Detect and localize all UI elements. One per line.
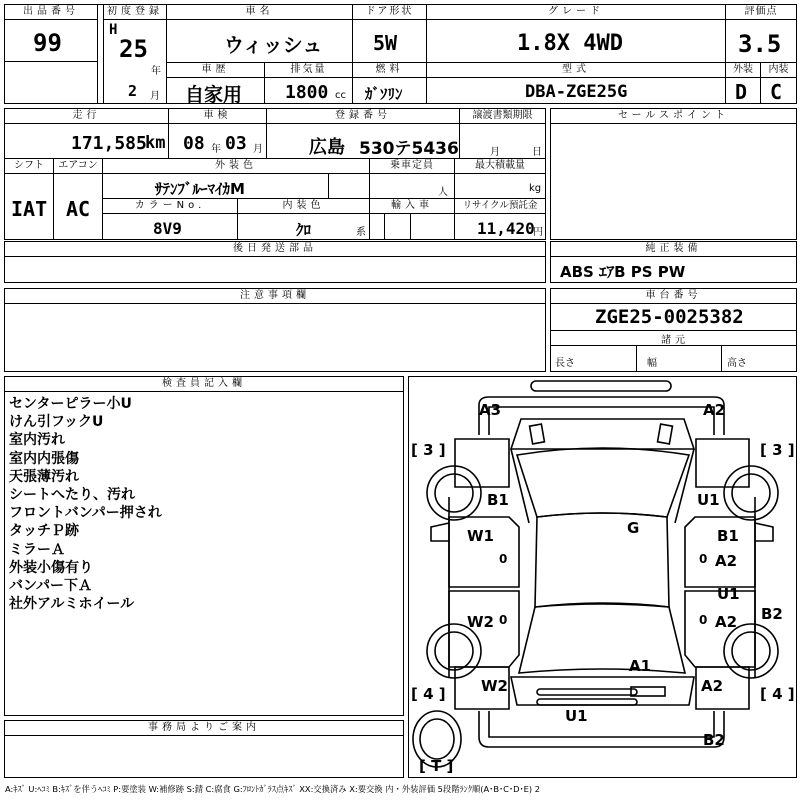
grade: 1.8X 4WD bbox=[517, 31, 623, 56]
bracket-4-right: [ 4 ] bbox=[760, 685, 795, 703]
capacity-unit: 人 bbox=[438, 187, 448, 198]
vehicle-info-block bbox=[4, 108, 546, 240]
registration-label: 登録番号 bbox=[267, 109, 459, 124]
ext-color-label: 外装色 bbox=[103, 159, 369, 174]
car-name-label: 車名 bbox=[167, 5, 352, 20]
inspection-year-unit: 年 bbox=[211, 144, 221, 155]
inspector-note: けん引フックU bbox=[9, 414, 104, 431]
inspector-note: 室内汚れ bbox=[9, 432, 65, 449]
dmg-A2-right-front-door: A2 bbox=[715, 552, 738, 570]
recycle-unit: 円 bbox=[533, 227, 543, 238]
notes-label: 注意事項欄 bbox=[5, 289, 545, 304]
transfer-label: 譲渡書類期限 bbox=[460, 109, 545, 124]
grade-label: グレード bbox=[427, 5, 725, 20]
max-load-label: 最大積載量 bbox=[455, 159, 545, 174]
inspector-note: バンパー下Ａ bbox=[9, 578, 93, 595]
fuel-cell bbox=[353, 63, 427, 103]
exterior-label: 外装 bbox=[726, 63, 760, 78]
sales-point-label: セールスポイント bbox=[551, 109, 796, 124]
transfer-cell bbox=[460, 109, 545, 159]
interior-score-cell bbox=[761, 63, 796, 103]
displacement: 1800 bbox=[285, 82, 329, 103]
dmg-W1-left-front-door: W1 bbox=[467, 527, 494, 545]
office-box bbox=[4, 720, 404, 778]
length-label: 長さ bbox=[555, 358, 575, 369]
dmg-B1-left-fender: B1 bbox=[487, 491, 509, 509]
transfer-day: 日 bbox=[532, 147, 542, 158]
reg-month: 2 bbox=[128, 82, 138, 100]
later-parts-box bbox=[4, 241, 546, 283]
height-label: 高さ bbox=[727, 358, 747, 369]
grade-cell bbox=[427, 5, 726, 63]
dmg-G-windshield: G bbox=[627, 519, 640, 537]
interior-score: C bbox=[770, 80, 783, 104]
lot-number-label: 出品番号 bbox=[5, 5, 97, 20]
recycle-cell bbox=[455, 199, 545, 239]
shift-cell bbox=[5, 159, 54, 239]
dmg-A1-rear: A1 bbox=[629, 657, 652, 675]
dmg-U1-right-rear-door: U1 bbox=[717, 585, 740, 603]
notes-box bbox=[4, 288, 546, 372]
reg-year: 25 bbox=[119, 35, 148, 63]
color-no: 8V9 bbox=[153, 219, 182, 238]
ac: AC bbox=[66, 197, 91, 221]
bracket-4-left: [ 4 ] bbox=[411, 685, 446, 703]
inspection-month-unit: 月 bbox=[253, 144, 263, 155]
exterior-score-cell bbox=[726, 63, 761, 103]
dmg-A2-front-right: A2 bbox=[703, 401, 726, 419]
equipment: ABS ｴｱB PS PW bbox=[560, 263, 686, 281]
inspector-note: 外装小傷有り bbox=[9, 559, 93, 576]
bracket-T: [ T ] bbox=[419, 757, 454, 775]
displacement-label: 排気量 bbox=[265, 63, 352, 78]
registration-number: 530テ5436 bbox=[359, 139, 459, 159]
dmg-W2-left-rear-door: W2 bbox=[467, 613, 494, 631]
spec-label: 諸元 bbox=[661, 335, 689, 346]
inspector-note: タッチＰ跡 bbox=[9, 523, 79, 540]
bracket-3-right: [ 3 ] bbox=[760, 441, 795, 459]
int-color-unit: 系 bbox=[356, 227, 366, 238]
recycle-fee: 11,420 bbox=[477, 219, 535, 238]
first-reg-label: 初度登録 bbox=[104, 5, 166, 20]
inspector-note: ミラーＡ bbox=[9, 541, 65, 558]
door-cell bbox=[353, 5, 427, 63]
color-no-cell bbox=[103, 199, 238, 239]
width-label: 幅 bbox=[647, 358, 657, 369]
color-no-label: カラーNo. bbox=[103, 199, 237, 214]
shift: IAT bbox=[11, 197, 48, 221]
dmg-W2-rear-left: W2 bbox=[481, 677, 508, 695]
int-color-cell bbox=[238, 199, 370, 239]
bracket-3-left: [ 3 ] bbox=[411, 441, 446, 459]
inspection-month: 03 bbox=[225, 133, 247, 154]
chassis-box bbox=[550, 288, 797, 372]
dmg-B2-right-rear: B2 bbox=[761, 605, 783, 623]
mileage-unit: km bbox=[145, 133, 166, 153]
score-cell bbox=[726, 5, 796, 63]
inspector-label: 検査員記入欄 bbox=[5, 377, 403, 392]
office-label: 事務局よりご案内 bbox=[5, 721, 403, 736]
inspection-label: 車検 bbox=[169, 109, 266, 124]
displacement-cell bbox=[265, 63, 353, 103]
legend-text: A:ｷｽﾞ U:ﾍｺﾐ B:ｷｽﾞを伴うﾍｺﾐ P:要塗装 W:補修跡 S:錆 C:腐食 G:ﾌﾛﾝﾄｶﾞﾗｽ点ｷｽﾞ XX:交換済み X:要交換 内・外装評価 5段階ﾗﾝｸ順(A･B･C･D･E) 2 bbox=[5, 784, 541, 794]
inspector-note: 室内内張傷 bbox=[9, 450, 79, 467]
history-label: 車歴 bbox=[167, 63, 264, 78]
dmg-A2-rear-right: A2 bbox=[701, 677, 724, 695]
sales-point-box bbox=[550, 108, 797, 240]
recycle-label: リサイクル預託金 bbox=[455, 199, 545, 214]
int-color-label: 内装色 bbox=[238, 199, 369, 214]
ac-cell bbox=[54, 159, 103, 239]
inspector-box bbox=[4, 376, 404, 716]
inspector-note: センターピラー小U bbox=[9, 396, 132, 412]
ac-label: エアコン bbox=[54, 159, 102, 174]
header-block bbox=[4, 4, 797, 104]
era: H bbox=[109, 22, 118, 38]
lot-number: 99 bbox=[33, 29, 62, 57]
registration-cell bbox=[267, 109, 460, 159]
inspector-note: 天張薄汚れ bbox=[9, 468, 79, 485]
score-label: 評価点 bbox=[726, 5, 796, 20]
year-unit: 年 bbox=[151, 66, 161, 77]
displacement-unit: cc bbox=[335, 90, 346, 101]
max-load-cell bbox=[455, 159, 545, 199]
door-label: ドア形状 bbox=[353, 5, 426, 20]
model: DBA-ZGE25G bbox=[525, 82, 628, 102]
capacity-cell bbox=[370, 159, 455, 199]
mileage: 171,585 bbox=[71, 133, 147, 154]
mileage-label: 走行 bbox=[5, 109, 168, 124]
dmg-A3-front-left: A3 bbox=[479, 401, 502, 419]
door-type: 5W bbox=[373, 31, 398, 55]
inspector-note: 社外アルミホイール bbox=[9, 596, 135, 613]
car-outline-svg bbox=[409, 377, 796, 777]
inspector-note: シートへたり、汚れ bbox=[9, 487, 135, 504]
import-label: 輸入車 bbox=[370, 199, 454, 214]
mileage-cell bbox=[5, 109, 169, 159]
dmg-B2-rear-bumper: B2 bbox=[703, 731, 725, 749]
dmg-B1-right-front-door: B1 bbox=[717, 527, 739, 545]
import-cell bbox=[370, 199, 455, 239]
handle-0-1: 0 bbox=[499, 552, 508, 566]
history: 自家用 bbox=[185, 84, 243, 106]
score: 3.5 bbox=[738, 30, 782, 58]
inspector-notes-list bbox=[9, 395, 399, 613]
int-color: ｸﾛ bbox=[296, 221, 312, 239]
dmg-U1-right-fender: U1 bbox=[697, 491, 720, 509]
history-cell bbox=[167, 63, 265, 106]
model-cell bbox=[427, 63, 726, 103]
ext-color-cell bbox=[103, 159, 370, 199]
later-parts-label: 後日発送部品 bbox=[5, 242, 545, 257]
handle-0-3: 0 bbox=[499, 613, 508, 627]
registration-area: 広島 bbox=[309, 137, 345, 158]
ext-color: ｻﾃﾝﾌﾞﾙｰﾏｲｶM bbox=[155, 180, 245, 198]
equipment-label: 純正装備 bbox=[551, 242, 796, 257]
exterior-score: D bbox=[735, 80, 748, 104]
equipment-box bbox=[550, 241, 797, 283]
inspection-year: 08 bbox=[183, 133, 205, 154]
model-label: 型式 bbox=[427, 63, 725, 78]
first-registration-cell bbox=[103, 5, 167, 103]
chassis-number: ZGE25-0025382 bbox=[595, 306, 744, 328]
transfer-month: 月 bbox=[490, 147, 500, 158]
handle-0-2: 0 bbox=[699, 552, 708, 566]
chassis-label: 車台番号 bbox=[551, 289, 796, 304]
car-name: ウィッシュ bbox=[224, 33, 323, 57]
dmg-U1-rear-bumper: U1 bbox=[565, 707, 588, 725]
inspection-cell bbox=[169, 109, 267, 159]
max-load-unit: kg bbox=[529, 183, 542, 194]
handle-0-4: 0 bbox=[699, 613, 708, 627]
dmg-A2-right-rear-door: A2 bbox=[715, 613, 738, 631]
inspector-note: フロントバンパー押され bbox=[9, 505, 162, 522]
capacity-label: 乗車定員 bbox=[370, 159, 454, 174]
lot-number-cell bbox=[5, 5, 98, 103]
fuel-label: 燃料 bbox=[353, 63, 426, 78]
car-diagram bbox=[408, 376, 797, 778]
month-unit: 月 bbox=[150, 91, 160, 102]
shift-label: シフト bbox=[5, 159, 53, 174]
fuel: ｶﾞｿﾘﾝ bbox=[365, 85, 403, 103]
car-name-cell bbox=[167, 5, 353, 63]
interior-label: 内装 bbox=[761, 63, 796, 78]
